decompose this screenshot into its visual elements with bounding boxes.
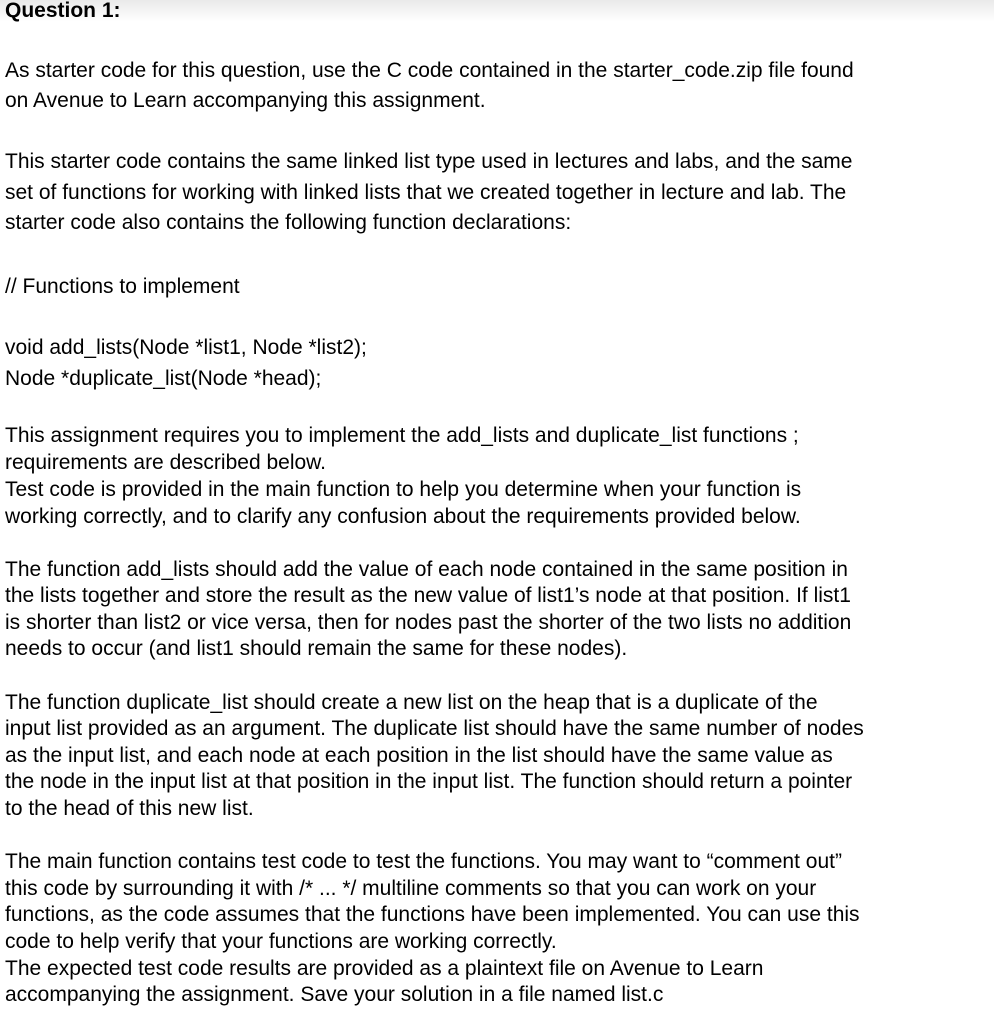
intro-line-1: As starter code for this question, use the C code contained in the starter_code.zip file found [5, 59, 854, 82]
duplicate-list-line-1: The function duplicate_list should create a new list on the heap that is a duplicate of the [5, 691, 818, 714]
requirements-line-3: Test code is provided in the main function to help you determine when your function is [5, 478, 802, 501]
code-comment: // Functions to implement [5, 275, 240, 298]
code-declaration-add-lists: void add_lists(Node *list1, Node *list2); [5, 336, 367, 359]
duplicate-list-line-3: as the input list, and each node at each position in the list should have the same value as [5, 744, 833, 767]
add-lists-line-2: the lists together and store the result as the new value of list1’s node at that position. If list1 [5, 584, 851, 607]
requirements-line-2: requirements are described below. [5, 451, 327, 474]
add-lists-line-3: is shorter than list2 or vice versa, then for nodes past the shorter of the two lists no addition [5, 611, 852, 634]
duplicate-list-line-4: the node in the input list at that position in the input list. The function should return a pointer [5, 770, 853, 793]
page-top-shadow [0, 0, 994, 22]
main-line-6: accompanying the assignment. Save your solution in a file named list.c [5, 983, 664, 1006]
question-heading: Question 1: [5, 0, 121, 22]
add-lists-line-4: needs to occur (and list1 should remain the same for these nodes). [5, 637, 628, 660]
main-line-1: The main function contains test code to test the functions. You may want to “comment out” [5, 850, 842, 873]
main-line-2: this code by surrounding it with /* ... */ multiline comments so that you can work on your [5, 877, 817, 900]
starter-line-3: starter code also contains the following function declarations: [5, 211, 572, 234]
requirements-line-1: This assignment requires you to implement the add_lists and duplicate_list functions ; [5, 424, 799, 447]
add-lists-line-1: The function add_lists should add the value of each node contained in the same position in [5, 558, 848, 581]
intro-line-2: on Avenue to Learn accompanying this assignment. [5, 89, 486, 112]
duplicate-list-line-5: to the head of this new list. [5, 797, 254, 820]
duplicate-list-line-2: input list provided as an argument. The duplicate list should have the same number of nodes [5, 717, 864, 740]
main-line-3: functions, as the code assumes that the functions have been implemented. You can use this [5, 903, 860, 926]
requirements-line-4: working correctly, and to clarify any confusion about the requirements provided below. [5, 505, 801, 528]
starter-line-2: set of functions for working with linked lists that we created together in lecture and lab. The [5, 181, 847, 204]
code-declaration-duplicate-list: Node *duplicate_list(Node *head); [5, 367, 322, 390]
main-line-4: code to help verify that your functions are working correctly. [5, 930, 557, 953]
starter-line-1: This starter code contains the same linked list type used in lectures and labs, and the same [5, 150, 853, 173]
main-line-5: The expected test code results are provided as a plaintext file on Avenue to Learn [5, 957, 764, 980]
